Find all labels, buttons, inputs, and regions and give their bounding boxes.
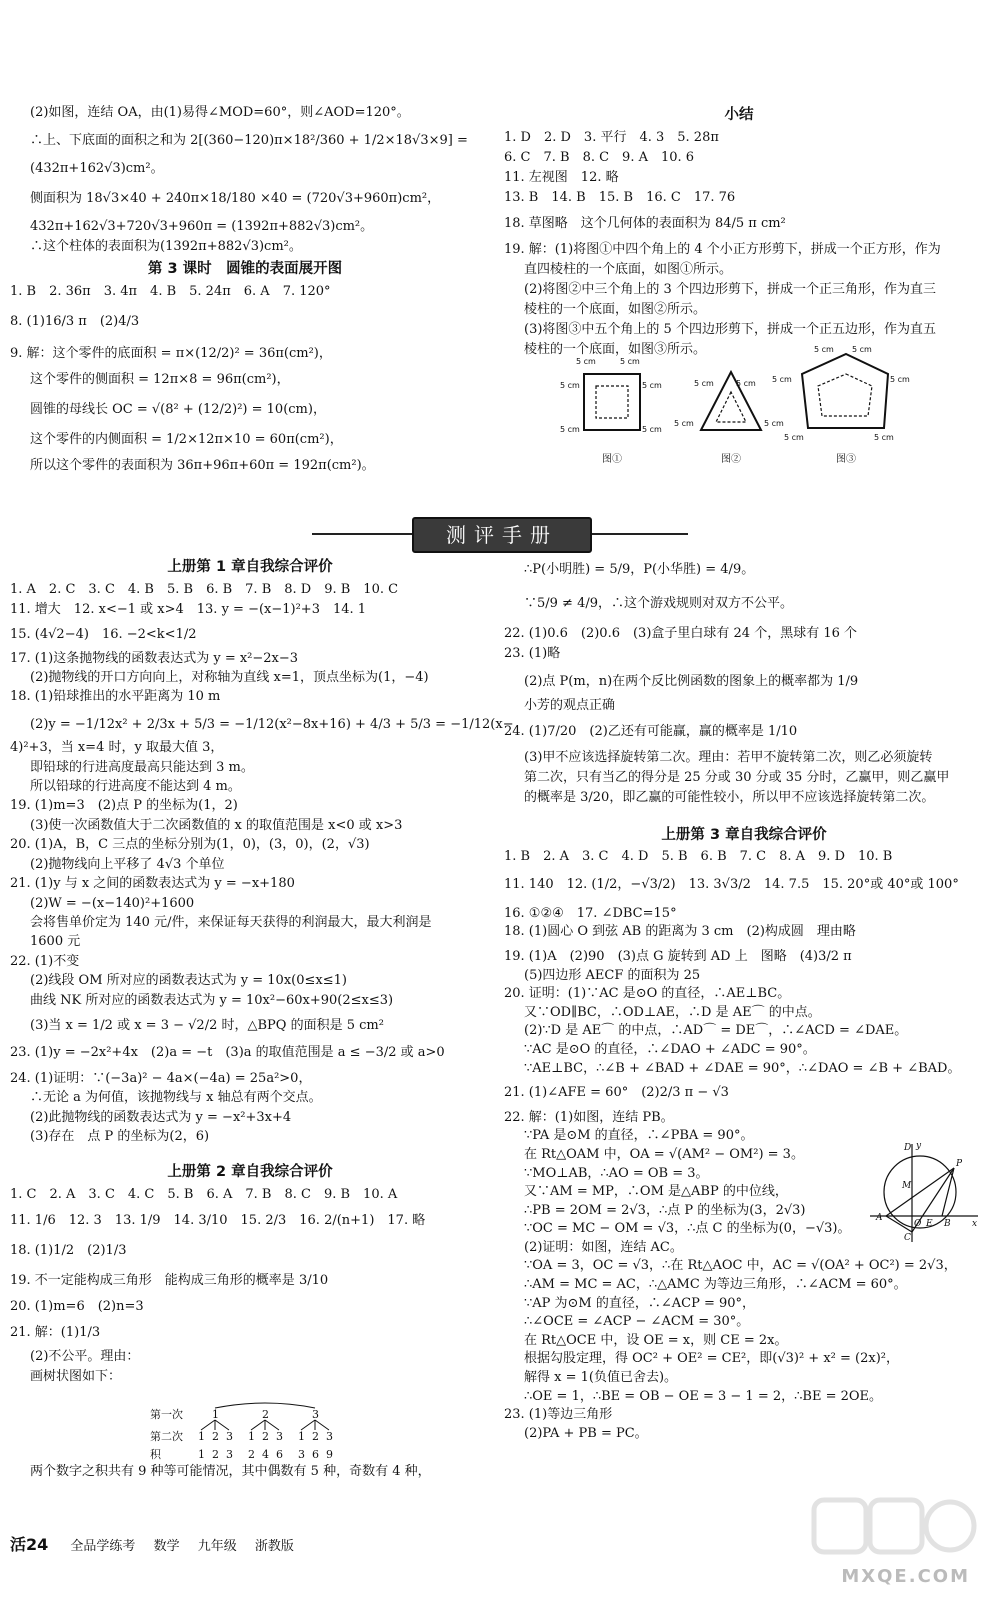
- text-line: (2)y = −1/12x² + 2/3x + 5/3 = −1/12(x²−8x+16) + 4/3 + 5/3 = −1/12(x−: [30, 716, 514, 732]
- text-line: (432π+162√3)cm²。: [30, 161, 164, 176]
- point-label: y: [916, 1141, 922, 1151]
- tree-product: 9: [326, 1448, 333, 1461]
- text-line: (2)点 P(m，n)在两个反比例函数的图象上的概率都为 1/9: [524, 674, 859, 689]
- tree-product: 4: [262, 1448, 269, 1461]
- text-line: 16. ①②④ 17. ∠DBC=15°: [504, 905, 677, 921]
- text-line: 这个零件的侧面积 = 12π×8 = 96π(cm²)，: [30, 372, 290, 387]
- text-line: ∴∠OCE = ∠ACP − ∠ACM = 30°。: [524, 1314, 750, 1330]
- text-line: 11. 左视图 12. 略: [504, 170, 619, 185]
- tree-row-label: 第二次: [150, 1430, 183, 1443]
- footer-item: 数学: [153, 1539, 180, 1554]
- text-line: 所以这个零件的表面积为 36π+96π+60π = 192π(cm²)。: [30, 458, 375, 473]
- text-line: ∴OE = 1，∴BE = OB − OE = 3 − 1 = 2，∴BE = 2OE。: [524, 1388, 883, 1404]
- text-line: ∵OA = 3，OC = √3，∴在 Rt△AOC 中，AC = √(OA² + OC²) = 2√3，: [524, 1258, 957, 1274]
- circle-geometry-figure: [868, 1140, 980, 1244]
- section-banner: [312, 517, 688, 551]
- footer-item: 九年级: [197, 1539, 237, 1554]
- chapter3-title: 上册第 3 章自我综合评价: [661, 827, 827, 843]
- text-line: 的概率是 3/20，即乙赢的可能性较小，所以甲不应该选择旋转第二次。: [524, 790, 935, 805]
- tree-node: 3: [276, 1430, 283, 1443]
- text-line: (3)甲不应该选择旋转第二次。理由：若甲不旋转第二次，则乙必须旋转: [524, 750, 933, 765]
- figure-caption: 图③: [836, 454, 856, 465]
- text-line: 棱柱的一个底面，如图③所示。: [524, 342, 707, 357]
- text-line: 11. 140 12. (1/2，−√3/2) 13. 3√3/2 14. 7.5 15. 20°或 40°或 100°: [504, 877, 959, 893]
- text-line: (2)此抛物线的函数表达式为 y = −x²+3x+4: [30, 1109, 292, 1125]
- text-line: 22. 解：(1)如图，连结 PB。: [504, 1109, 674, 1125]
- text-line: 侧面积为 18√3×40 + 240π×18/180 ×40 = (720√3+960π)cm²，: [30, 191, 441, 206]
- dim-label: 5 cm: [694, 379, 714, 388]
- point-label: D: [904, 1143, 912, 1153]
- text-line: ∵PA 是⊙M 的直径，∴∠PBA = 90°。: [524, 1128, 754, 1144]
- text-line: ∴P(小明胜) = 5/9，P(小华胜) = 4/9。: [524, 562, 755, 577]
- dim-label: 5 cm: [674, 419, 694, 428]
- text-line: 21. (1)y 与 x 之间的函数表达式为 y = −x+180: [10, 876, 295, 892]
- text-line: 1. C 2. A 3. C 4. C 5. B 6. A 7. B 8. C 9. B 10. A: [10, 1187, 398, 1202]
- text-line: ∴上、下底面的面积之和为 2[(360−120)π×18²/360 + 1/2×18√3×9] =: [30, 133, 468, 148]
- text-line: ∵5/9 ≠ 4/9，∴这个游戏规则对双方不公平。: [524, 596, 794, 611]
- prism-nets-figure: [556, 344, 976, 468]
- tree-node: 1: [198, 1430, 205, 1443]
- text-line: 第二次，只有当乙的得分是 25 分或 30 分或 35 分时，乙赢甲，则乙赢甲: [524, 770, 950, 785]
- text-line: ∴AM = MC = AC，∴△AMC 为等边三角形，∴∠ACM = 60°。: [524, 1277, 907, 1293]
- tree-node: 1: [248, 1430, 255, 1443]
- text-line: 22. (1)不变: [10, 953, 80, 969]
- text-line: 11. 增大 12. x<−1 或 x>4 13. y = −(x−1)²+3 14. 1: [10, 601, 367, 617]
- dim-label: 5 cm: [642, 381, 662, 390]
- point-label: O: [914, 1219, 922, 1229]
- text-line: 所以铅球的行进高度不能达到 4 m。: [30, 779, 241, 795]
- point-label: P: [956, 1159, 963, 1169]
- tree-row-label: 第一次: [150, 1408, 183, 1421]
- dim-label: 5 cm: [736, 379, 756, 388]
- banner-title: 测评手册: [412, 517, 592, 553]
- tree-node: 2: [312, 1430, 319, 1443]
- point-label: C: [904, 1233, 911, 1243]
- dim-label: 5 cm: [772, 375, 792, 384]
- dim-label: 5 cm: [576, 357, 596, 366]
- text-line: 18. (1)铅球推出的水平距离为 10 m: [10, 689, 221, 705]
- footer-item: 浙教版: [254, 1539, 294, 1554]
- text-line: ∵AC 是⊙O 的直径，∴∠DAO + ∠ADC = 90°。: [524, 1041, 816, 1057]
- text-line: 19. (1)m=3 (2)点 P 的坐标为(1，2): [10, 798, 238, 814]
- tree-node: 2: [212, 1430, 219, 1443]
- text-line: 20. 证明：(1)∵AC 是⊙O 的直径，∴AE⊥BC。: [504, 986, 791, 1002]
- text-line: 即铅球的行进高度最高只能达到 3 m。: [30, 759, 254, 775]
- text-line: ∵OC = MC − OM = √3，∴点 C 的坐标为(0，−√3)。: [524, 1221, 851, 1237]
- text-line: (3)存在 点 P 的坐标为(2，6): [30, 1128, 210, 1144]
- text-line: (2)抛物线的开口方向向上，对称轴为直线 x=1，顶点坐标为(1，−4): [30, 670, 429, 686]
- tree-product: 2: [248, 1448, 255, 1461]
- point-label: B: [944, 1219, 951, 1229]
- text-line: 解得 x = 1(负值已舍去)。: [524, 1370, 678, 1386]
- text-line: 曲线 NK 所对应的函数表达式为 y = 10x²−60x+90(2≤x≤3): [30, 992, 394, 1008]
- text-line: (2)抛物线向上平移了 4√3 个单位: [30, 856, 225, 872]
- text-line: 这个零件的内侧面积 = 1/2×12π×10 = 60π(cm²)，: [30, 432, 343, 447]
- dim-label: 5 cm: [620, 357, 640, 366]
- dim-label: 5 cm: [560, 425, 580, 434]
- text-line: 23. (1)等边三角形: [504, 1407, 613, 1423]
- tree-node: 3: [326, 1430, 333, 1443]
- text-line: 20. (1)m=6 (2)n=3: [10, 1299, 144, 1314]
- point-label: A: [876, 1213, 883, 1223]
- text-line: ∴无论 a 为何值，该抛物线与 x 轴总有两个交点。: [30, 1090, 322, 1106]
- text-line: ∵MO⊥AB，∴AO = OB = 3。: [524, 1165, 709, 1181]
- text-line: 20. (1)A，B，C 三点的坐标分别为(1，0)，(3，0)，(2，√3): [10, 837, 370, 853]
- text-line: 21. (1)∠AFE = 60° (2)2/3 π − √3: [504, 1085, 729, 1101]
- text-line: ∵AE⊥BC，∴∠B + ∠BAD + ∠DAE = 90°，∴∠DAO = ∠B + ∠BAD。: [524, 1060, 961, 1076]
- text-line: 21. 解：(1)1/3: [10, 1325, 101, 1340]
- page-number: 活24: [10, 1535, 49, 1554]
- text-line: (2)PA + PB = PC。: [524, 1425, 648, 1441]
- dim-label: 5 cm: [814, 345, 834, 354]
- text-line: 1. A 2. C 3. C 4. B 5. B 6. B 7. B 8. D 9. B 10. C: [10, 582, 399, 598]
- text-line: 19. 解：(1)将图①中四个角上的 4 个小正方形剪下，拼成一个正方形，作为: [504, 242, 941, 257]
- point-label: E: [926, 1219, 933, 1229]
- tree-diagram: [150, 1398, 350, 1462]
- text-line: (3)当 x = 1/2 或 x = 3 − √2/2 时，△BPQ 的面积是 5 cm²: [30, 1017, 384, 1033]
- tree-product: 1: [198, 1448, 205, 1461]
- text-line: 会将售单价定为 140 元/件，来保证每天获得的利润最大，最大利润是: [30, 914, 432, 930]
- tree-product: 6: [312, 1448, 319, 1461]
- tree-node: 2: [262, 1408, 269, 1421]
- text-line: (3)使一次函数值大于二次函数值的 x 的取值范围是 x<0 或 x>3: [30, 817, 403, 833]
- text-line: 9. 解：这个零件的底面积 = π×(12/2)² = 36π(cm²)，: [10, 346, 332, 361]
- dim-label: 5 cm: [890, 375, 910, 384]
- text-line: (3)将图③中五个角上的 5 个四边形剪下，拼成一个正五边形，作为直五: [524, 322, 936, 337]
- tree-node: 1: [298, 1430, 305, 1443]
- summary-title: 小结: [724, 107, 754, 123]
- text-line: 22. (1)0.6 (2)0.6 (3)盒子里白球有 24 个，黑球有 16 个: [504, 626, 858, 641]
- text-line: 24. (1)证明：∵(−3a)² − 4a×(−4a) = 25a²>0，: [10, 1070, 312, 1086]
- text-line: (2)∵D 是 AE⌒ 的中点，∴AD⌒ = DE⌒，∴∠ACD = ∠DAE。: [524, 1023, 908, 1039]
- text-line: 18. 草图略 这个几何体的表面积为 84/5 π cm²: [504, 216, 786, 231]
- tree-node: 1: [212, 1408, 219, 1421]
- text-line: 18. (1)圆心 O 到弦 AB 的距离为 3 cm (2)构成圆 理由略: [504, 924, 856, 940]
- text-line: 两个数字之积共有 9 种等可能情况，其中偶数有 5 种，奇数有 4 种，: [30, 1464, 431, 1479]
- text-line: 8. (1)16/3 π (2)4/3: [10, 314, 140, 329]
- text-line: (2)W = −(x−140)²+1600: [30, 895, 195, 911]
- dim-label: 5 cm: [784, 433, 804, 442]
- text-line: 6. C 7. B 8. C 9. A 10. 6: [504, 150, 695, 165]
- right-mid-block: [504, 560, 984, 808]
- text-line: (2)线段 OM 所对应的函数表达式为 y = 10x(0≤x≤1): [30, 973, 347, 989]
- text-line: 17. (1)这条抛物线的函数表达式为 y = x²−2x−3: [10, 650, 299, 666]
- text-line: 1. D 2. D 3. 平行 4. 3 5. 28π: [504, 130, 719, 145]
- chapter1-block: [10, 556, 514, 1146]
- text-line: 11. 1/6 12. 3 13. 1/9 14. 3/10 15. 2/3 16. 2/(n+1) 17. 略: [10, 1213, 426, 1228]
- text-line: (2)将图②中三个角上的 3 个四边形剪下，拼成一个正三角形，作为直三: [524, 282, 936, 297]
- text-line: 根据勾股定理，得 OC² + OE² = CE²，即(√3)² + x² = (2x)²，: [524, 1351, 899, 1367]
- text-line: 棱柱的一个底面，如图②所示。: [524, 302, 707, 317]
- text-line: 又∵OD∥BC，∴OD⊥AE，∴D 是 AE⌒ 的中点。: [524, 1004, 821, 1020]
- text-line: 直四棱柱的一个底面，如图①所示。: [524, 262, 733, 277]
- text-line: 23. (1)略: [504, 646, 561, 661]
- chapter1-title: 上册第 1 章自我综合评价: [167, 559, 333, 575]
- summary-block: [504, 103, 974, 360]
- text-line: 又∵AM = MP，∴OM 是△ABP 的中位线，: [524, 1184, 788, 1200]
- text-line: 23. (1)y = −2x²+4x (2)a = −t (3)a 的取值范围是 a ≤ −3/2 或 a>0: [10, 1045, 445, 1061]
- text-line: 13. B 14. B 15. B 16. C 17. 76: [504, 190, 736, 205]
- chapter2-tail: [30, 1462, 490, 1482]
- tree-row-label: 积: [150, 1448, 161, 1461]
- tree-product: 3: [226, 1448, 233, 1461]
- footer-item: 全品学练考: [70, 1539, 136, 1554]
- dim-label: 5 cm: [560, 381, 580, 390]
- text-line: 19. (1)A (2)90 (3)点 G 旋转到 AD 上 图略 (4)3/2 π: [504, 948, 852, 964]
- top-left-block: [10, 103, 480, 476]
- text-line: 18. (1)1/2 (2)1/3: [10, 1243, 127, 1258]
- page-footer: [10, 1532, 308, 1555]
- text-line: 24. (1)7/20 (2)乙还有可能赢，赢的概率是 1/10: [504, 724, 798, 739]
- tree-node: 3: [312, 1408, 319, 1421]
- text-line: 在 Rt△OAM 中，OA = √(AM² − OM²) = 3。: [524, 1146, 804, 1162]
- watermark-text: MXQE.COM: [841, 1566, 970, 1587]
- lesson-title: 第 3 课时 圆锥的表面展开图: [147, 261, 343, 277]
- point-label: x: [972, 1219, 978, 1229]
- text-line: 圆锥的母线长 OC = √(8² + (12/2)²) = 10(cm)，: [30, 402, 326, 417]
- figure-caption: 图①: [602, 454, 622, 465]
- dim-label: 5 cm: [764, 419, 784, 428]
- text-line: 15. (4√2−4) 16. −2<k<1/2: [10, 627, 197, 643]
- text-line: 画树状图如下：: [30, 1369, 122, 1384]
- tree-product: 3: [298, 1448, 305, 1461]
- text-line: 432π+162√3+720√3+960π = (1392π+882√3)cm²。: [30, 219, 374, 234]
- chapter2-block: [10, 1160, 490, 1387]
- text-line: 19. 不一定能构成三角形 能构成三角形的概率是 3/10: [10, 1273, 329, 1288]
- text-line: 在 Rt△OCE 中，设 OE = x，则 CE = 2x。: [524, 1332, 788, 1348]
- text-line: 小芳的观点正确: [524, 698, 616, 713]
- text-line: 1. B 2. 36π 3. 4π 4. B 5. 24π 6. A 7. 120°: [10, 284, 331, 299]
- chapter3-block: [504, 824, 984, 1443]
- dim-label: 5 cm: [642, 425, 662, 434]
- point-label: M: [902, 1181, 912, 1191]
- tree-node: 2: [262, 1430, 269, 1443]
- text-line: ∵AP 为⊙M 的直径，∴∠ACP = 90°，: [524, 1295, 756, 1311]
- text-line: 4)²+3，当 x=4 时，y 取最大值 3，: [10, 740, 224, 756]
- dim-label: 5 cm: [874, 433, 894, 442]
- text-line: ∴PB = 2OM = 2√3，∴点 P 的坐标为(3，2√3): [524, 1202, 806, 1218]
- tree-product: 6: [276, 1448, 283, 1461]
- text-line: (5)四边形 AECF 的面积为 25: [524, 967, 701, 983]
- text-line: (2)不公平。理由：: [30, 1349, 140, 1364]
- text-line: 1600 元: [30, 934, 81, 950]
- tree-node: 3: [226, 1430, 233, 1443]
- text-line: (2)证明：如图，连结 AC。: [524, 1239, 683, 1255]
- tree-product: 2: [212, 1448, 219, 1461]
- dim-label: 5 cm: [852, 345, 872, 354]
- figure-caption: 图②: [721, 454, 741, 465]
- text-line: ∴这个柱体的表面积为(1392π+882√3)cm²。: [30, 239, 302, 254]
- chapter2-title: 上册第 2 章自我综合评价: [167, 1164, 333, 1180]
- text-line: 1. B 2. A 3. C 4. D 5. B 6. B 7. C 8. A 9. D 10. B: [504, 848, 893, 864]
- text-line: (2)如图，连结 OA，由(1)易得∠MOD=60°，则∠AOD=120°。: [30, 105, 410, 120]
